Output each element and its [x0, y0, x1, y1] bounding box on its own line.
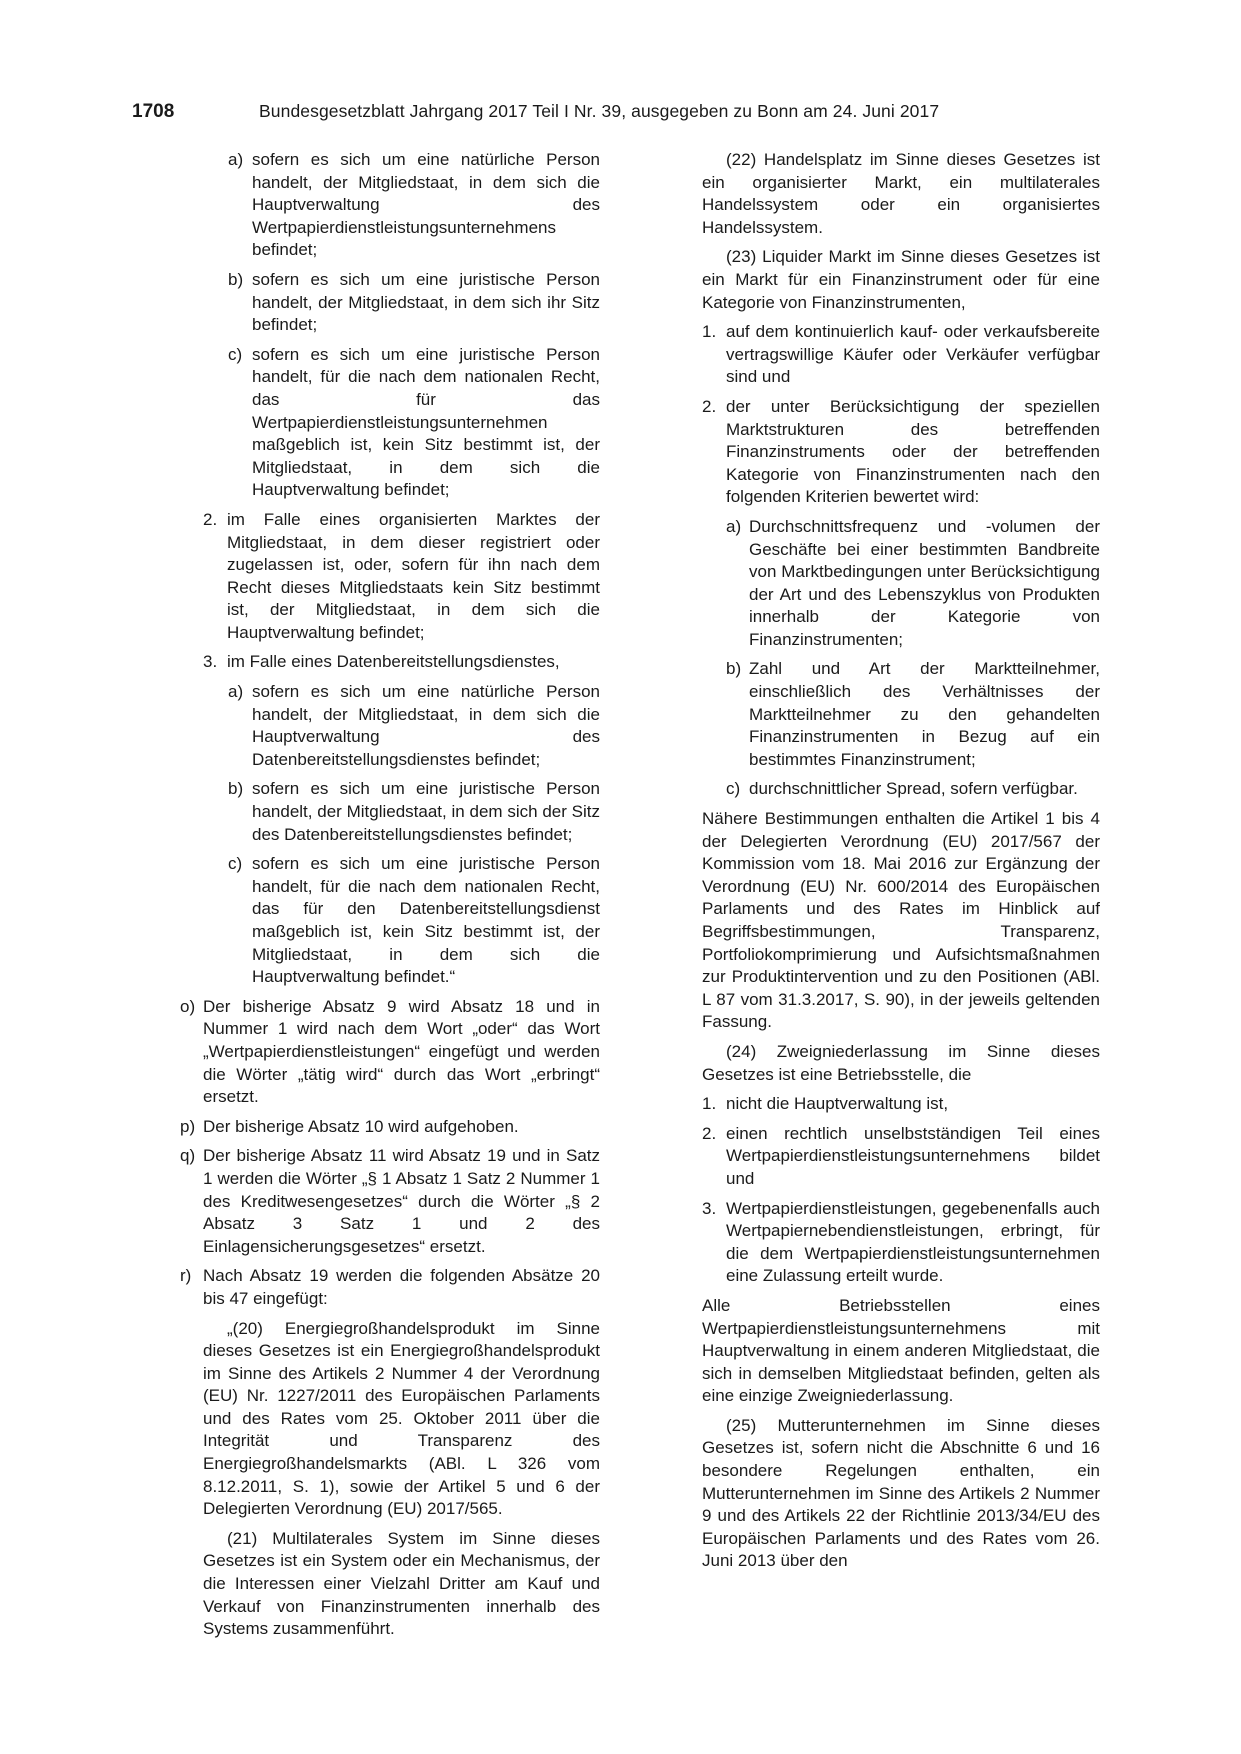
list-marker: c): [726, 779, 741, 799]
list-marker: b): [228, 779, 244, 799]
list-marker: o): [180, 996, 196, 1016]
right-column-item: [702, 246, 1100, 314]
left-column-item: [170, 509, 600, 645]
item-text: Der bisherige Absatz 9 wird Absatz 18 und in Nummer 1 wird nach dem Wort „oder“ das Wort „Wertpapierdienstleistungen“ eingefügt und werden die Wörter „tätig wird“ durch das Wort „erbringt“ ersetzt.: [203, 996, 600, 1107]
item-text: Der bisherige Absatz 11 wird Absatz 19 und in Satz 1 werden die Wörter „§ 1 Absatz 1 Satz 2 Nummer 1 des Kreditwesengesetzes“ durch die Wörter „§ 2 Absatz 3 Satz 1 und 2 des Einlagensicherungsgesetzes“ ersetzt.: [203, 1146, 600, 1256]
item-text: (23) Liquider Markt im Sinne dieses Gesetzes ist ein Markt für ein Finanzinstrument oder für eine Kategorie von Finanzinstrumenten,: [702, 247, 1100, 312]
right-column-item: [702, 808, 1100, 1034]
item-text: Der bisherige Absatz 10 wird aufgehoben.: [203, 1116, 519, 1136]
list-marker: c): [228, 854, 243, 874]
right-column-item: [702, 1415, 1100, 1573]
left-column: [170, 149, 600, 1648]
left-column-item: [170, 149, 600, 262]
page-number: 1708: [132, 101, 175, 122]
list-marker: c): [228, 344, 243, 364]
item-text: (24) Zweigniederlassung im Sinne dieses Gesetzes ist eine Betriebsstelle, die: [702, 1041, 1100, 1084]
list-marker: a): [726, 516, 742, 536]
left-column-item: [170, 1528, 600, 1641]
list-marker: 2.: [203, 509, 218, 529]
item-text: nicht die Hauptverwaltung ist,: [726, 1094, 949, 1114]
left-column-item: [170, 1318, 600, 1521]
list-marker: p): [180, 1116, 196, 1136]
left-column-item: [170, 681, 600, 771]
list-marker: a): [228, 682, 244, 702]
right-column-item: [702, 396, 1100, 509]
list-marker: a): [228, 150, 244, 169]
item-text: (22) Handelsplatz im Sinne dieses Gesetzes ist ein organisierter Markt, ein multilaterales Handelssystem oder ein organisiertes Handelssystem.: [702, 150, 1100, 237]
right-column-item: [702, 1198, 1100, 1288]
list-marker: b): [726, 659, 742, 679]
right-column-item: [702, 1041, 1100, 1086]
list-marker: r): [180, 1266, 192, 1286]
list-marker: q): [180, 1146, 196, 1166]
item-text: auf dem kontinuierlich kauf- oder verkaufsbereite vertragswillige Käufer oder Verkäufer verfügbar sind und: [726, 322, 1100, 387]
right-column-item: [702, 658, 1100, 771]
right-column: [702, 149, 1100, 1580]
list-marker: 2.: [702, 1123, 717, 1143]
left-column-item: [170, 269, 600, 337]
right-column-item: [702, 778, 1100, 801]
item-text: sofern es sich um eine juristische Person handelt, für die nach dem nationalen Recht, das für den Datenbereitstellungsdienst maßgeblich ist, kein Sitz bestimmt ist, der Mitgliedstaat, in dem sich die Hauptverwaltung befindet.“: [252, 854, 600, 987]
item-text: sofern es sich um eine natürliche Person handelt, der Mitgliedstaat, in dem sich die Hauptverwaltung des Datenbereitstellungsdienstes befindet;: [252, 682, 600, 769]
item-text: sofern es sich um eine juristische Person handelt, der Mitgliedstaat, in dem sich der Sitz des Datenbereitstellungsdienstes befindet;: [252, 779, 600, 844]
right-column-item: [702, 1123, 1100, 1191]
item-text: sofern es sich um eine natürliche Person handelt, der Mitgliedstaat, in dem sich die Hauptverwaltung des Wertpapierdienstleistungsunternehmens befindet;: [252, 150, 600, 260]
item-text: „(20) Energiegroßhandelsprodukt im Sinne dieses Gesetzes ist ein Energiegroßhandelsprodukt im Sinne des Artikels 2 Nummer 4 der Verordnung (EU) Nr. 1227/2011 des Europäischen Parlaments und des Rates vom 25. Oktober 2011 über die Integrität und Transparenz des Energiegroßhandelsmarkts (ABl. L 326 vom 8.12.2011, S. 1), sowie der Artikel 5 und 6 der Delegierten Verordnung (EU) 2017/565.: [203, 1318, 600, 1519]
item-text: durchschnittlicher Spread, sofern verfügbar.: [749, 779, 1078, 799]
left-column-item: [170, 853, 600, 989]
list-marker: 1.: [702, 1094, 717, 1114]
running-header: Bundesgesetzblatt Jahrgang 2017 Teil I Nr. 39, ausgegeben zu Bonn am 24. Juni 2017: [259, 101, 940, 121]
right-column-item: [702, 516, 1100, 652]
item-text: im Falle eines organisierten Marktes der Mitgliedstaat, in dem dieser registriert oder zugelassen ist, oder, sofern für ihn nach dem Recht dieses Mitgliedstaats kein Sitz bestimmt ist, der Mitgliedstaat, in dem sich die Hauptverwaltung befindet;: [227, 509, 600, 642]
left-column-item: [170, 344, 600, 502]
item-text: Zahl und Art der Marktteilnehmer, einschließlich des Verhältnisses der Marktteilnehmer zu den gehandelten Finanzinstrumenten in Bezug auf ein bestimmtes Finanzinstrument;: [749, 659, 1100, 769]
item-text: (21) Multilaterales System im Sinne dieses Gesetzes ist ein System oder ein Mechanismus, der die Interessen einer Vielzahl Dritter am Kauf und Verkauf von Finanzinstrumenten innerhalb des Systems zusammenführt.: [203, 1528, 600, 1639]
left-column-item: [170, 651, 600, 674]
right-column-item: [702, 149, 1100, 239]
item-text: im Falle eines Datenbereitstellungsdienstes,: [227, 652, 560, 672]
list-marker: b): [228, 269, 244, 289]
left-column-item: [170, 1145, 600, 1258]
left-column-item: [170, 1116, 600, 1139]
item-text: Durchschnittsfrequenz und -volumen der Geschäfte bei einer bestimmten Bandbreite von Marktbedingungen unter Berücksichtigung der Art und des Lebenszyklus von Produkten innerhalb der Kategorie von Finanzinstrumenten;: [749, 516, 1100, 649]
list-marker: 2.: [702, 396, 717, 416]
list-marker: 3.: [203, 652, 218, 672]
right-column-item: [702, 1295, 1100, 1408]
right-column-item: [702, 1093, 1100, 1116]
item-text: sofern es sich um eine juristische Person handelt, für die nach dem nationalen Recht, das für das Wertpapierdienstleistungsunternehmen maßgeblich ist, kein Sitz bestimmt ist, der Mitgliedstaat, in dem sich die Hauptverwaltung befindet;: [252, 344, 600, 500]
item-text: der unter Berücksichtigung der speziellen Marktstrukturen des betreffenden Finanzinstruments oder der betreffenden Kategorie von Finanzinstrumenten nach den folgenden Kriterien bewertet wird:: [726, 396, 1100, 507]
item-text: Alle Betriebsstellen eines Wertpapierdienstleistungsunternehmens mit Hauptverwaltung in einem anderen Mitgliedstaat, die sich in demselben Mitgliedstaat befinden, gelten als eine einzige Zweigniederlassung.: [702, 1295, 1100, 1406]
list-marker: 3.: [702, 1198, 717, 1218]
item-text: Nach Absatz 19 werden die folgenden Absätze 20 bis 47 eingefügt:: [203, 1266, 600, 1308]
left-column-item: [170, 1265, 600, 1310]
item-text: Nähere Bestimmungen enthalten die Artikel 1 bis 4 der Delegierten Verordnung (EU) 2017/567 der Kommission vom 18. Mai 2016 zur Ergänzung der Verordnung (EU) Nr. 600/2014 des Europäischen Parlaments und des Rates im Hinblick auf Begriffsbestimmungen, Transparenz, Portfoliokomprimierung und Aufsichtsmaßnahmen zur Produktintervention und zu den Positionen (ABl. L 87 vom 31.3.2017, S. 90), in der jeweils geltenden Fassung.: [702, 809, 1100, 1032]
right-column-item: [702, 321, 1100, 389]
list-marker: 1.: [702, 322, 717, 342]
left-column-item: [170, 996, 600, 1109]
item-text: (25) Mutterunternehmen im Sinne dieses Gesetzes ist, sofern nicht die Abschnitte 6 und 16 besondere Regelungen enthalten, ein Mutterunternehmen im Sinne des Artikels 2 Nummer 9 und des Artikels 22 der Richtlinie 2013/34/EU des Europäischen Parlaments und des Rates vom 26. Juni 2013 über den: [702, 1415, 1100, 1571]
item-text: einen rechtlich unselbstständigen Teil eines Wertpapierdienstleistungsunternehmens bildet und: [726, 1123, 1100, 1188]
item-text: Wertpapierdienstleistungen, gegebenenfalls auch Wertpapiernebendienstleistungen, erbringt, für die dem Wertpapierdienstleistungsunternehmen eine Zulassung erteilt wurde.: [726, 1198, 1100, 1286]
item-text: sofern es sich um eine juristische Person handelt, der Mitgliedstaat, in dem sich ihr Sitz befindet;: [252, 269, 600, 335]
left-column-item: [170, 778, 600, 846]
